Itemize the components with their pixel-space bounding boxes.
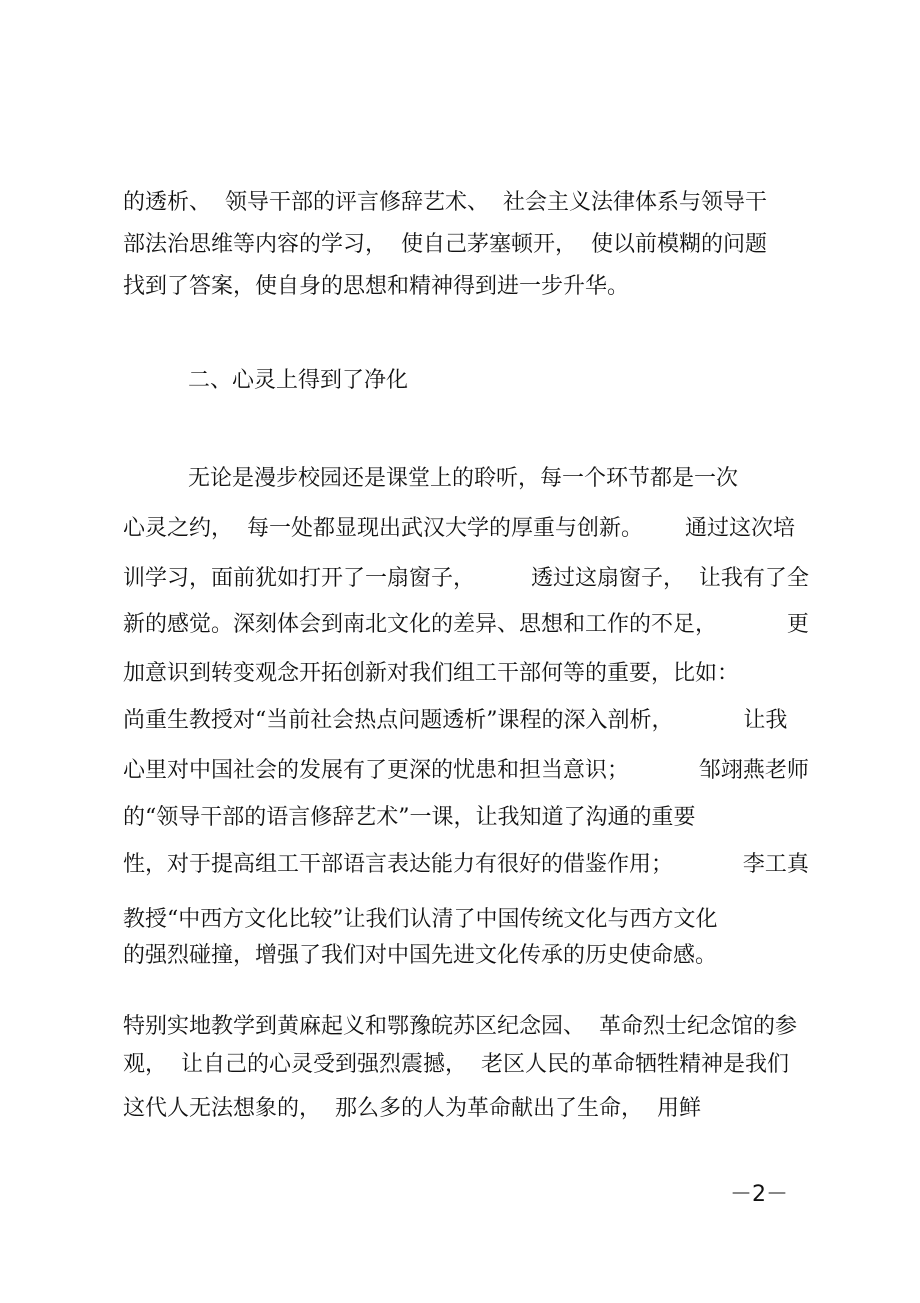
section-heading: 二、心灵上得到了净化 bbox=[188, 368, 409, 393]
page-number: －2－ bbox=[730, 1182, 788, 1207]
text-line: 部法治思维等内容的学习， 使自己茅塞顿开， 使以前模糊的问题 bbox=[123, 232, 767, 257]
text-line: 加意识到转变观念开拓创新对我们组工干部何等的重要，比如： bbox=[123, 661, 740, 686]
text-line: 无论是漫步校园还是课堂上的聆听，每一个环节都是一次 bbox=[188, 466, 739, 491]
text-line: 的透析、 领导干部的评言修辞艺术、 社会主义法律体系与领导干 bbox=[123, 190, 767, 215]
text-line: 的强烈碰撞，增强了我们对中国先进文化传承的历史使命感。 bbox=[123, 943, 718, 968]
text-line: 尚重生教授对“当前社会热点问题透析”课程的深入剖析， 让我 bbox=[123, 708, 788, 733]
text-line: 心灵之约， 每一处都显现出武汉大学的厚重与创新。 通过这次培 bbox=[123, 516, 795, 541]
text-line: 的“领导干部的语言修辞艺术”一课，让我知道了沟通的重要 bbox=[123, 805, 696, 830]
text-line: 这代人无法想象的， 那么多的人为革命献出了生命， 用鲜 bbox=[123, 1096, 701, 1121]
text-line: 心里对中国社会的发展有了更深的忧患和担当意识； 邹翊燕老师 bbox=[123, 758, 809, 783]
text-line: 新的感觉。深刻体会到南北文化的差异、思想和工作的不足， 更 bbox=[123, 612, 809, 637]
text-line: 观， 让自己的心灵受到强烈震撼， 老区人民的革命牺牲精神是我们 bbox=[123, 1052, 789, 1077]
text-line: 找到了答案，使自身的思想和精神得到进一步升华。 bbox=[123, 274, 630, 299]
text-line: 教授“中西方文化比较”让我们认清了中国传统文化与西方文化 bbox=[123, 907, 718, 932]
text-line: 特别实地教学到黄麻起义和鄂豫皖苏区纪念园、 革命烈士纪念馆的参 bbox=[123, 1014, 797, 1039]
text-line: 性，对于提高组工干部语言表达能力有很好的借鉴作用； 李工真 bbox=[123, 852, 809, 877]
text-line: 训学习，面前犹如打开了一扇窗子， 透过这扇窗子， 让我有了全 bbox=[123, 566, 809, 591]
